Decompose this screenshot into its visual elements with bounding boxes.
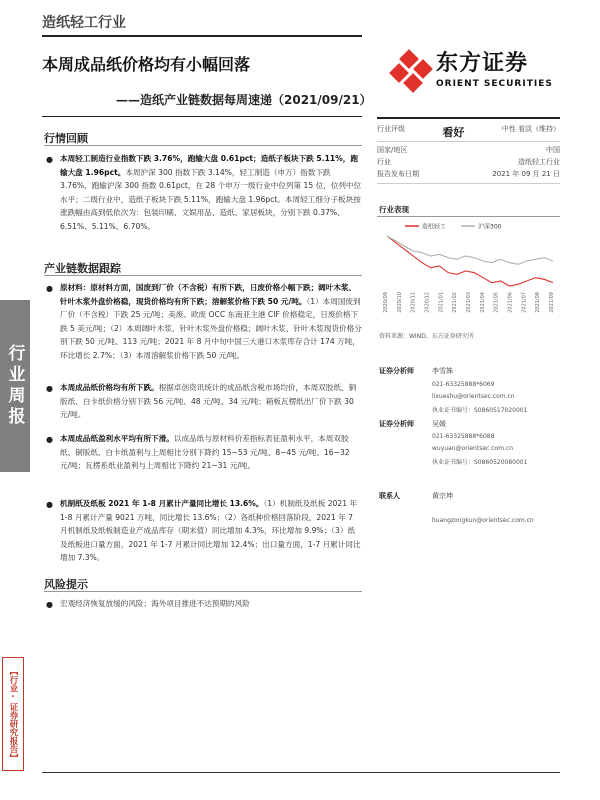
chain-item-body: 根据卓创资讯统计的成品纸含税市场均价，本周双胶纸、铜版纸、白卡纸价格分别下跌 56 元/吨、48 元/吨、34 元/吨；箱板瓦楞纸出厂价下跌 30 元/吨。 [60, 383, 357, 419]
x-tick-label: 2020/12 [424, 292, 431, 313]
bullet-icon: ● [46, 284, 53, 293]
series-line [387, 236, 553, 264]
section-heading-risk: 风险提示 [44, 578, 88, 591]
contact-name: 黄宗坤 [432, 492, 453, 500]
rating-value: 看好 [442, 126, 465, 139]
section-heading-review: 行情回顾 [44, 132, 88, 145]
analyst-email[interactable]: wuyuan@orientsec.com.cn [432, 445, 514, 452]
x-tick-label: 2021/01 [438, 292, 445, 313]
header-divider [42, 35, 362, 37]
bullet-icon: ● [46, 500, 53, 509]
analyst-label: 证券分析师 [379, 367, 414, 375]
chain-item-body: （1）本周国废到厂价（不含税）下跌 25 元/吨；美废、欧废 OCC 东南亚主港 CIF 价格稳定，日废价格下跌 5 美元/吨；（2）本周阔叶木浆、针叶木浆外盘价格稳；阔叶木浆、针叶木浆现货价格分别下跌 50 元/吨、113 元/吨；2021 年 8 月中旬中国三大港口木浆库存合计 174 万吨，环比增长 2.7%；（3）本周溶解浆价格下跌 50 元/吨。 [60, 296, 362, 360]
analyst-license: 执业证书编号：S0860517020001 [432, 407, 528, 414]
chain-item [60, 381, 362, 422]
chain-item [60, 432, 362, 473]
title-divider [42, 116, 362, 117]
bullet-icon: ● [46, 384, 53, 393]
chart-source: 资料来源：WIND、东方证券研究所 [379, 333, 474, 340]
x-tick-label: 2020/09 [383, 292, 389, 313]
chain-item-highlight: 本周成品纸价格均有所下跌。 [60, 383, 159, 392]
risk-text: 宏观经济恢复放缓的风险；海外项目推进不达预期的风险 [60, 599, 250, 608]
report-sector: 造纸轻工行业 [42, 15, 126, 31]
rating-row [377, 157, 560, 167]
rating-label: 国家/地区 [377, 146, 408, 154]
x-tick-label: 2020/10 [396, 292, 403, 313]
analyst-email[interactable]: lixueshu@orientsec.com.cn [432, 393, 515, 400]
x-tick-label: 2021/02 [452, 292, 459, 313]
report-subtitle: ——造纸产业链数据每周速递（2021/09/21） [116, 93, 372, 107]
legend-label: 沪深300 [478, 223, 502, 231]
rating-value: 中国 [546, 146, 560, 154]
section-divider [44, 275, 362, 276]
rating-row [377, 124, 560, 140]
side-report-type: 行业周报 [0, 300, 30, 472]
bullet-icon: ● [46, 155, 53, 164]
review-highlight: 本周轻工制造行业指数下跌 3.76%，跑输大盘 0.61pct；造纸子板块下跌 5.11%，跑输大盘 1.96pct。 [60, 154, 358, 177]
rating-options: 中性 看淡（维持） [501, 125, 560, 133]
analyst-phone: 021-63325888*6088 [432, 433, 495, 440]
section-divider [44, 591, 362, 592]
rating-label: 行业评级 [377, 125, 405, 133]
analyst-phone: 021-63325888*6069 [432, 381, 495, 388]
chain-item-highlight: 原材料：原材料方面，国废到厂价（不含税）有所下跌，日废价格小幅下跌；阔叶木浆、针叶木浆外盘价格稳，现货价格均有所下跌；溶解浆价格下跌 50 元/吨。 [60, 283, 357, 306]
chart-divider [377, 216, 560, 217]
x-tick-label: 2021/05 [493, 292, 500, 313]
analyst-name: 李雪姝 [432, 367, 453, 375]
x-tick-label: 2021/09 [549, 292, 555, 313]
industry-performance-chart [377, 218, 560, 328]
chain-item-body: 以成品纸与原材料价差指标表征盈利水平，本周双胶纸、铜版纸、白卡纸盈利与上周相比分别下降约 15~53 元/吨、8~45 元/吨、16~32 元/吨；瓦楞系纸业盈利与上周相比下降约 21~31 元/吨。 [60, 434, 350, 470]
chain-item-highlight: 机制纸及纸板 2021 年 1-8 月累计产量同比增长 13.6%。 [60, 499, 264, 508]
rating-value: 造纸轻工行业 [518, 158, 560, 166]
rating-label: 报告发布日期 [377, 170, 419, 178]
x-tick-label: 2021/07 [521, 292, 528, 313]
review-paragraph [60, 152, 362, 233]
x-tick-label: 2021/06 [507, 292, 514, 313]
footer-divider [42, 772, 560, 773]
rating-divider [377, 117, 560, 119]
x-tick-label: 2020/11 [410, 292, 417, 313]
analyst-name: 吴媛 [432, 420, 446, 428]
chain-item [60, 497, 362, 565]
section-divider [44, 145, 362, 146]
rating-label: 行业 [377, 158, 391, 166]
x-tick-label: 2021/08 [535, 292, 542, 313]
analyst-label: 证券分析师 [379, 420, 414, 428]
rating-divider [377, 141, 560, 142]
rating-value: 2021 年 09 月 21 日 [492, 170, 560, 178]
rating-row [377, 169, 560, 179]
chain-item-highlight: 本周成品纸盈利水平均有所下滑。 [60, 434, 174, 443]
analyst-license: 执业证书编号：S0860520080001 [432, 459, 528, 466]
chain-item [60, 281, 362, 362]
report-title: 本周成品纸价格均有小幅回落 [42, 55, 251, 74]
contact-email[interactable]: huangzongkun@orientsec.com.cn [432, 517, 534, 524]
rating-divider [377, 183, 560, 184]
bullet-icon: ● [46, 600, 53, 609]
review-body: 本周沪深 300 指数下跌 3.14%，轻工制造（申万）指数下跌 3.76%，跑输沪深 300 指数 0.61pct，在 28 个申万一级行业中位列第 15 位，位列中位水平；二级行业中，造纸子板块下跌 5.11%，跑输大盘 1.96pct。本周轻工细分子板块按涨跌幅由高到低依次为：包装印刷、文娱用品、造纸、家居板块，分别下跌 0.37%、6.51%、5.11%、6.70%。 [60, 167, 362, 231]
logo-chinese-name: 东方证券 [436, 51, 529, 76]
section-heading-chain: 产业链数据跟踪 [44, 262, 121, 275]
chain-item-body: （1）机制纸及纸板 2021 年 1-8 月累计产量 9021 万吨，同比增长 13.6%；（2）各纸种价格回落阶段，2021 年 7 月机制纸及纸板制造业产成品库存（期末值）同比增加 4.3%，环比增加 9.9%；（3）纸及纸板进口量方面，2021 年 1-7 月累计同比增加 12.4%；出口量方面，1-7 月累计同比增加 7.3%。 [60, 499, 361, 562]
legend-label: 造纸轻工 [422, 223, 447, 231]
contact-label: 联系人 [379, 492, 400, 500]
rating-row [377, 145, 560, 155]
side-report-category: 【行业·证券研究报告】 [2, 657, 24, 771]
chart-title: 行业表现 [379, 205, 409, 214]
logo-english-name: ORIENT SECURITIES [436, 79, 553, 89]
x-tick-label: 2021/03 [466, 292, 472, 313]
x-tick-label: 2021/04 [479, 292, 486, 313]
bullet-icon: ● [46, 435, 53, 444]
